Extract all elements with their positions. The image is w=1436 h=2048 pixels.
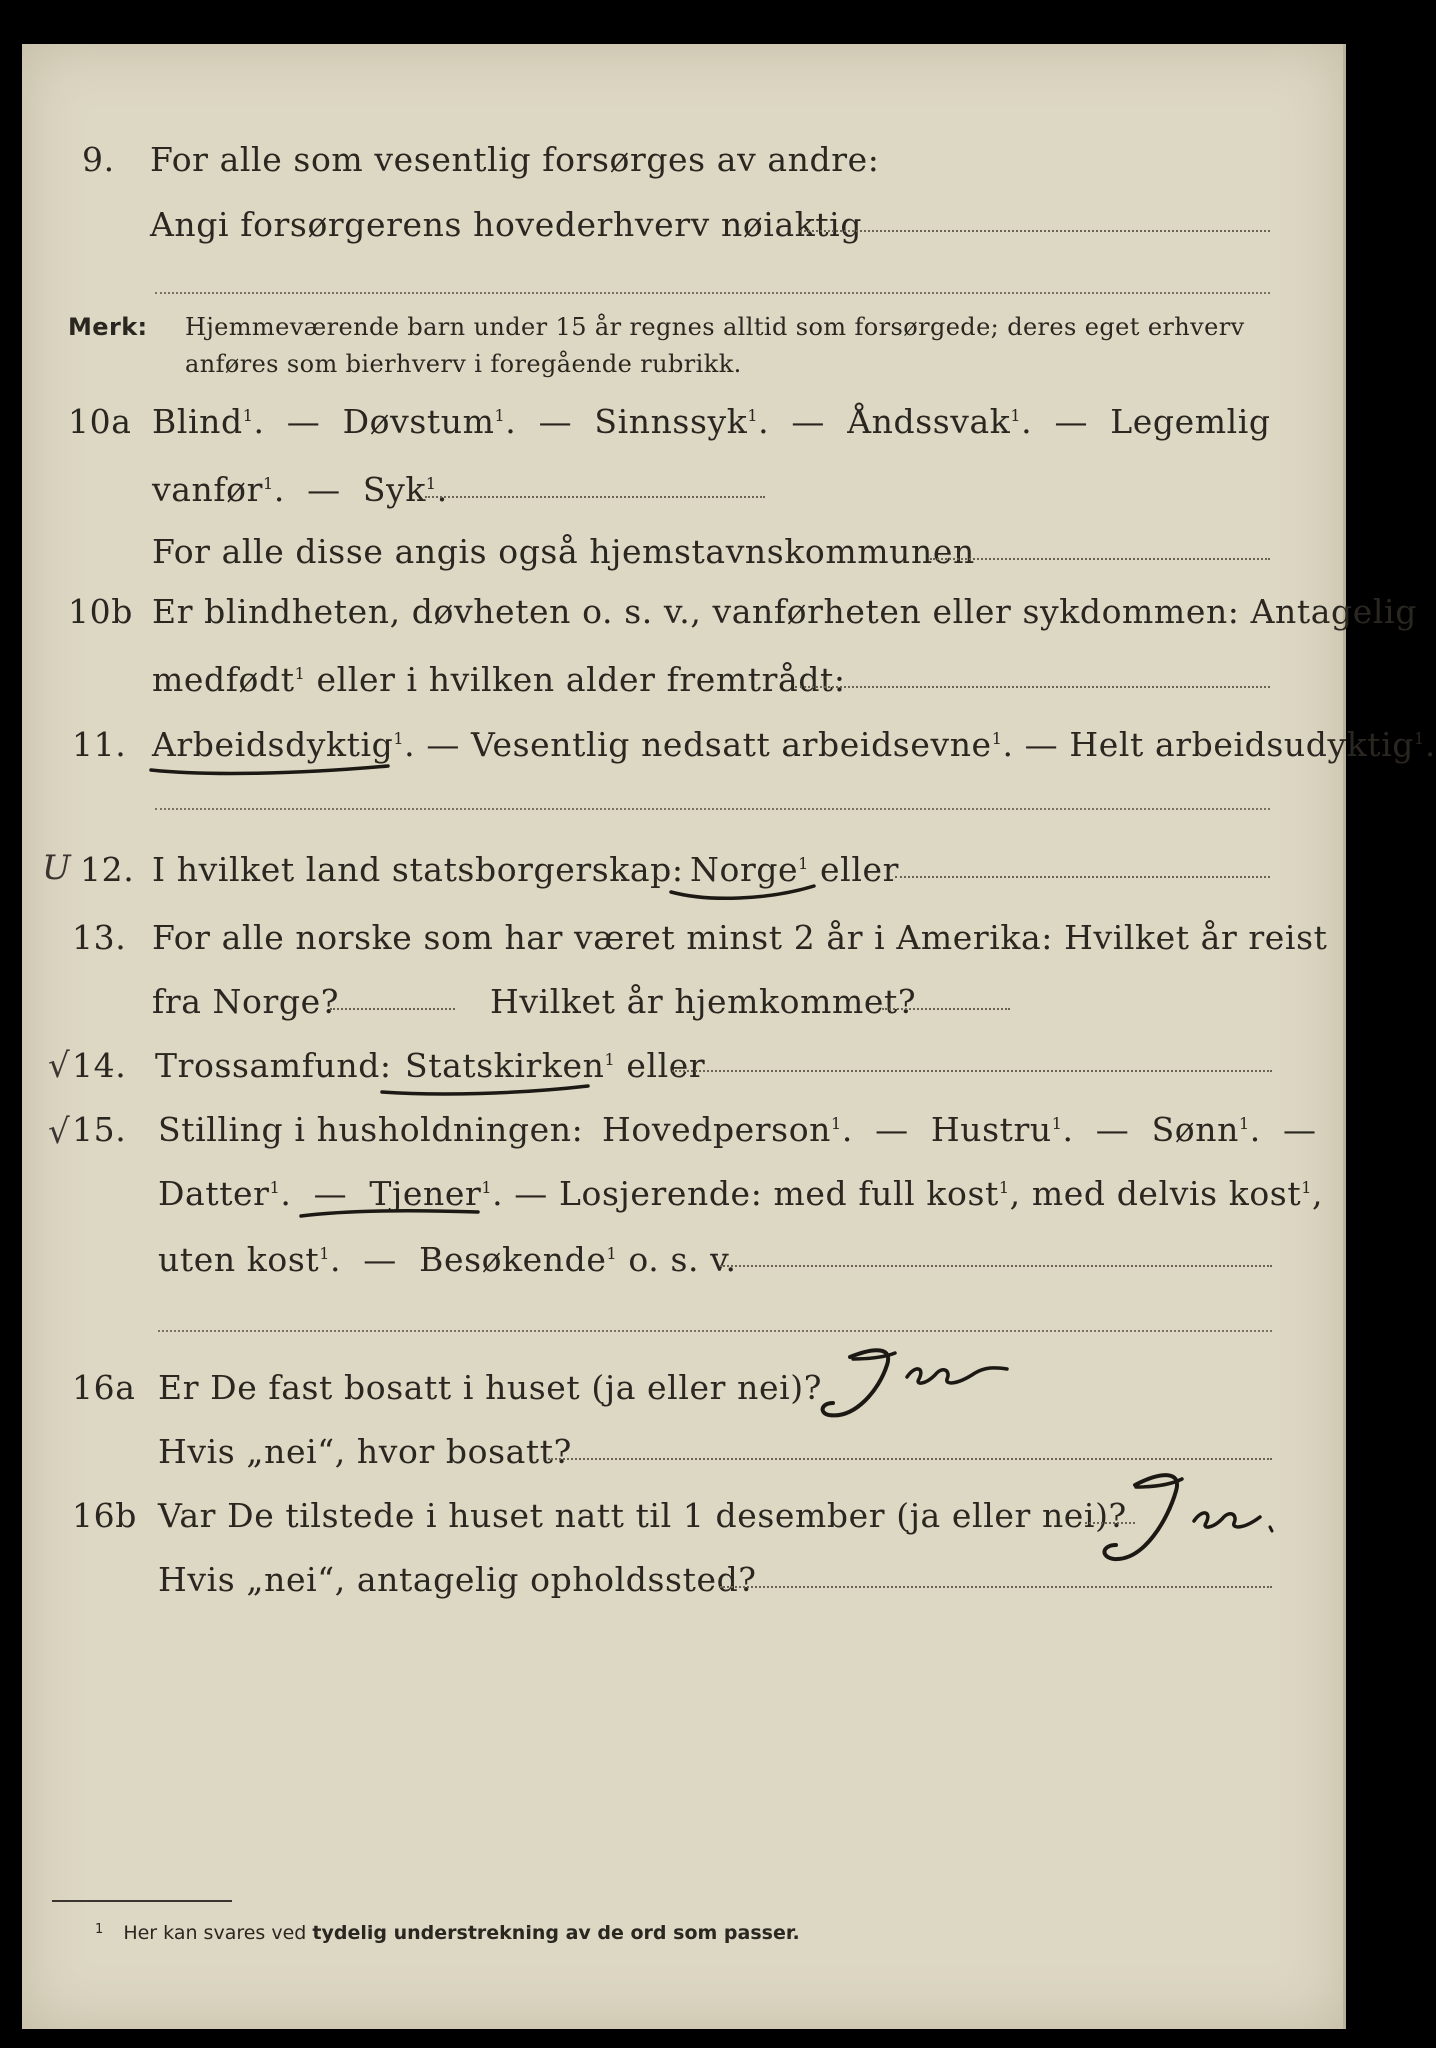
footnote-text2: tydelig understrekning av de ord som passer. — [312, 1922, 800, 1944]
opt-statskirken: Statskirken — [405, 1046, 605, 1085]
q16b-answer-line — [720, 1586, 1272, 1588]
q13-answer-line-b — [882, 1008, 1010, 1010]
opt-delvis-kost: med delvis kost — [1031, 1174, 1302, 1213]
q13-number: 13. — [72, 918, 127, 957]
q12-eller: eller — [820, 850, 899, 889]
form-page — [22, 44, 1344, 2029]
q13-text1: For alle norske som har været minst 2 år i Amerika: Hvilket år reist — [152, 918, 1328, 957]
q15-text1: Stilling i husholdningen: — [158, 1110, 584, 1149]
q9-answer-line-2 — [155, 292, 1270, 294]
q15-options-1: Hovedperson$^1$. — Hustru$^1$. — Sønn$^1$. — — [602, 1110, 1317, 1149]
opt-uten-kost: uten kost — [158, 1240, 320, 1279]
opt-arbeidsdyktig: Arbeidsdyktig — [152, 725, 394, 764]
underline-arbeidsdyktig — [148, 760, 393, 784]
q12-answer-line — [895, 876, 1270, 878]
opt-tjener: Tjener — [369, 1174, 482, 1213]
underline-tjener — [298, 1202, 483, 1228]
merk-label: Merk: — [68, 313, 148, 341]
merk-text2: anføres som bierhverv i foregående rubrikk. — [185, 350, 742, 378]
q10b-answer-line — [795, 686, 1270, 688]
footnote — [95, 1922, 800, 1944]
underline-statskirken — [378, 1074, 593, 1102]
q13-text2b: Hvilket år hjemkommet? — [490, 982, 917, 1021]
q9-text2: Angi forsørgerens hovederhverv nøiaktig — [150, 205, 863, 244]
q16a-text2: Hvis „nei“, hvor bosatt? — [158, 1432, 572, 1471]
opt-hustru: Hustru — [930, 1110, 1052, 1149]
q14-text: Trossamfund: — [155, 1046, 392, 1085]
opt-sonn: Sønn — [1151, 1110, 1239, 1149]
q14-answer-line — [672, 1070, 1272, 1072]
q10b-number: 10b — [68, 592, 133, 631]
q10a-number: 10a — [68, 402, 132, 441]
opt-hovedperson: Hovedperson — [602, 1110, 832, 1149]
opt-nedsatt: Vesentlig nedsatt arbeidsevne — [471, 725, 992, 764]
q10a-options: Blind$^1$. — Døvstum$^1$. — Sinnssyk$^1$. — Åndssvak$^1$. — Legemlig — [152, 402, 1271, 441]
q10a-options-2: vanfør$^1$. — Syk$^1$. — [152, 470, 448, 509]
q15-options-3: uten kost$^1$. — Besøkende$^1$ o. s. v. — [158, 1240, 737, 1279]
page-edge — [1343, 44, 1346, 2029]
opt-udyktig: Helt arbeidsudyktig — [1069, 725, 1415, 764]
q10b-text1: Er blindheten, døvheten o. s. v., vanførheten eller sykdommen: Antagelig — [152, 592, 1417, 631]
opt-norge-wrap: Norge$^1$ eller — [690, 850, 899, 889]
opt-sinnssyk: Sinnssyk — [594, 402, 748, 441]
q9-answer-line — [800, 230, 1270, 232]
opt-datter: Datter — [158, 1174, 270, 1213]
q14-number: 14. — [72, 1046, 127, 1085]
q11-answer-line — [155, 808, 1270, 810]
check-mark-12: U — [42, 848, 71, 888]
footnote-text1: Her kan svares ved — [123, 1922, 307, 1944]
opt-besokende: Besøkende — [419, 1240, 607, 1279]
q10a-answer-line — [425, 496, 765, 498]
opt-dovstum: Døvstum — [342, 402, 495, 441]
opt-vanfor: vanfør — [152, 470, 264, 509]
q11-options: Arbeidsdyktig$^1$. — Vesentlig nedsatt arbeidsevne$^1$. — Helt arbeidsudyktig$^1$. — [152, 725, 1436, 764]
check-mark-14: √ — [48, 1046, 70, 1086]
q15-osv: o. s. v. — [628, 1240, 737, 1279]
q16b-number: 16b — [72, 1496, 137, 1535]
q10a-answer-line-2 — [930, 558, 1270, 560]
opt-norge: Norge — [690, 850, 799, 889]
opt-full-kost: med full kost — [773, 1174, 999, 1213]
opt-medfodt: medfødt — [152, 660, 295, 699]
q16b-text1: Var De tilstede i huset natt til 1 desember (ja eller nei)? — [158, 1496, 1127, 1535]
opt-syk: Syk — [362, 470, 426, 509]
merk-text1: Hjemmeværende barn under 15 år regnes alltid som forsørgede; deres eget erhverv — [185, 313, 1245, 341]
q16a-number: 16a — [72, 1368, 136, 1407]
opt-blind: Blind — [152, 402, 243, 441]
q15-answer-line — [720, 1265, 1272, 1267]
q16b-text2: Hvis „nei“, antagelig opholdssted? — [158, 1560, 757, 1599]
footnote-mark: 1 — [95, 1922, 104, 1937]
q10b-text2: eller i hvilken alder fremtrådt: — [316, 660, 846, 699]
opt-legemlig: Legemlig — [1110, 402, 1271, 441]
opt-statskirken-wrap: Statskirken$^1$ eller — [405, 1046, 706, 1085]
q9-text1: For alle som vesentlig forsørges av andre: — [150, 140, 880, 179]
q16b-answer-signature — [1090, 1465, 1280, 1575]
q16a-text1: Er De fast bosatt i huset (ja eller nei)? — [158, 1368, 822, 1407]
opt-andssvak: Åndssvak — [847, 402, 1011, 441]
q15-number: 15. — [72, 1110, 127, 1149]
q9-number: 9. — [82, 140, 115, 179]
q16a-answer-line — [548, 1458, 1272, 1460]
q12-number: 12. — [80, 850, 135, 889]
q13-answer-line-a — [330, 1008, 455, 1010]
q14-eller: eller — [626, 1046, 706, 1085]
q12-text: I hvilket land statsborgerskap: — [152, 850, 684, 889]
q15-answer-line-2 — [158, 1330, 1272, 1332]
q11-number: 11. — [72, 725, 127, 764]
q16a-answer-signature — [815, 1345, 1015, 1425]
q10b-options: medfødt$^1$ eller i hvilken alder fremtrådt: — [152, 660, 846, 699]
footnote-divider — [52, 1900, 232, 1902]
underline-norge — [668, 876, 818, 906]
q15-losjerende: Losjerende: — [559, 1174, 763, 1213]
q10a-text3: For alle disse angis også hjemstavnskommunen — [152, 532, 975, 571]
q13-text2a: fra Norge? — [152, 982, 340, 1021]
q15-options-2: Datter$^1$. — Tjener$^1$. — Losjerende: med full kost$^1$, med delvis kost$^1$, — [158, 1174, 1324, 1213]
check-mark-15: √ — [48, 1112, 70, 1152]
